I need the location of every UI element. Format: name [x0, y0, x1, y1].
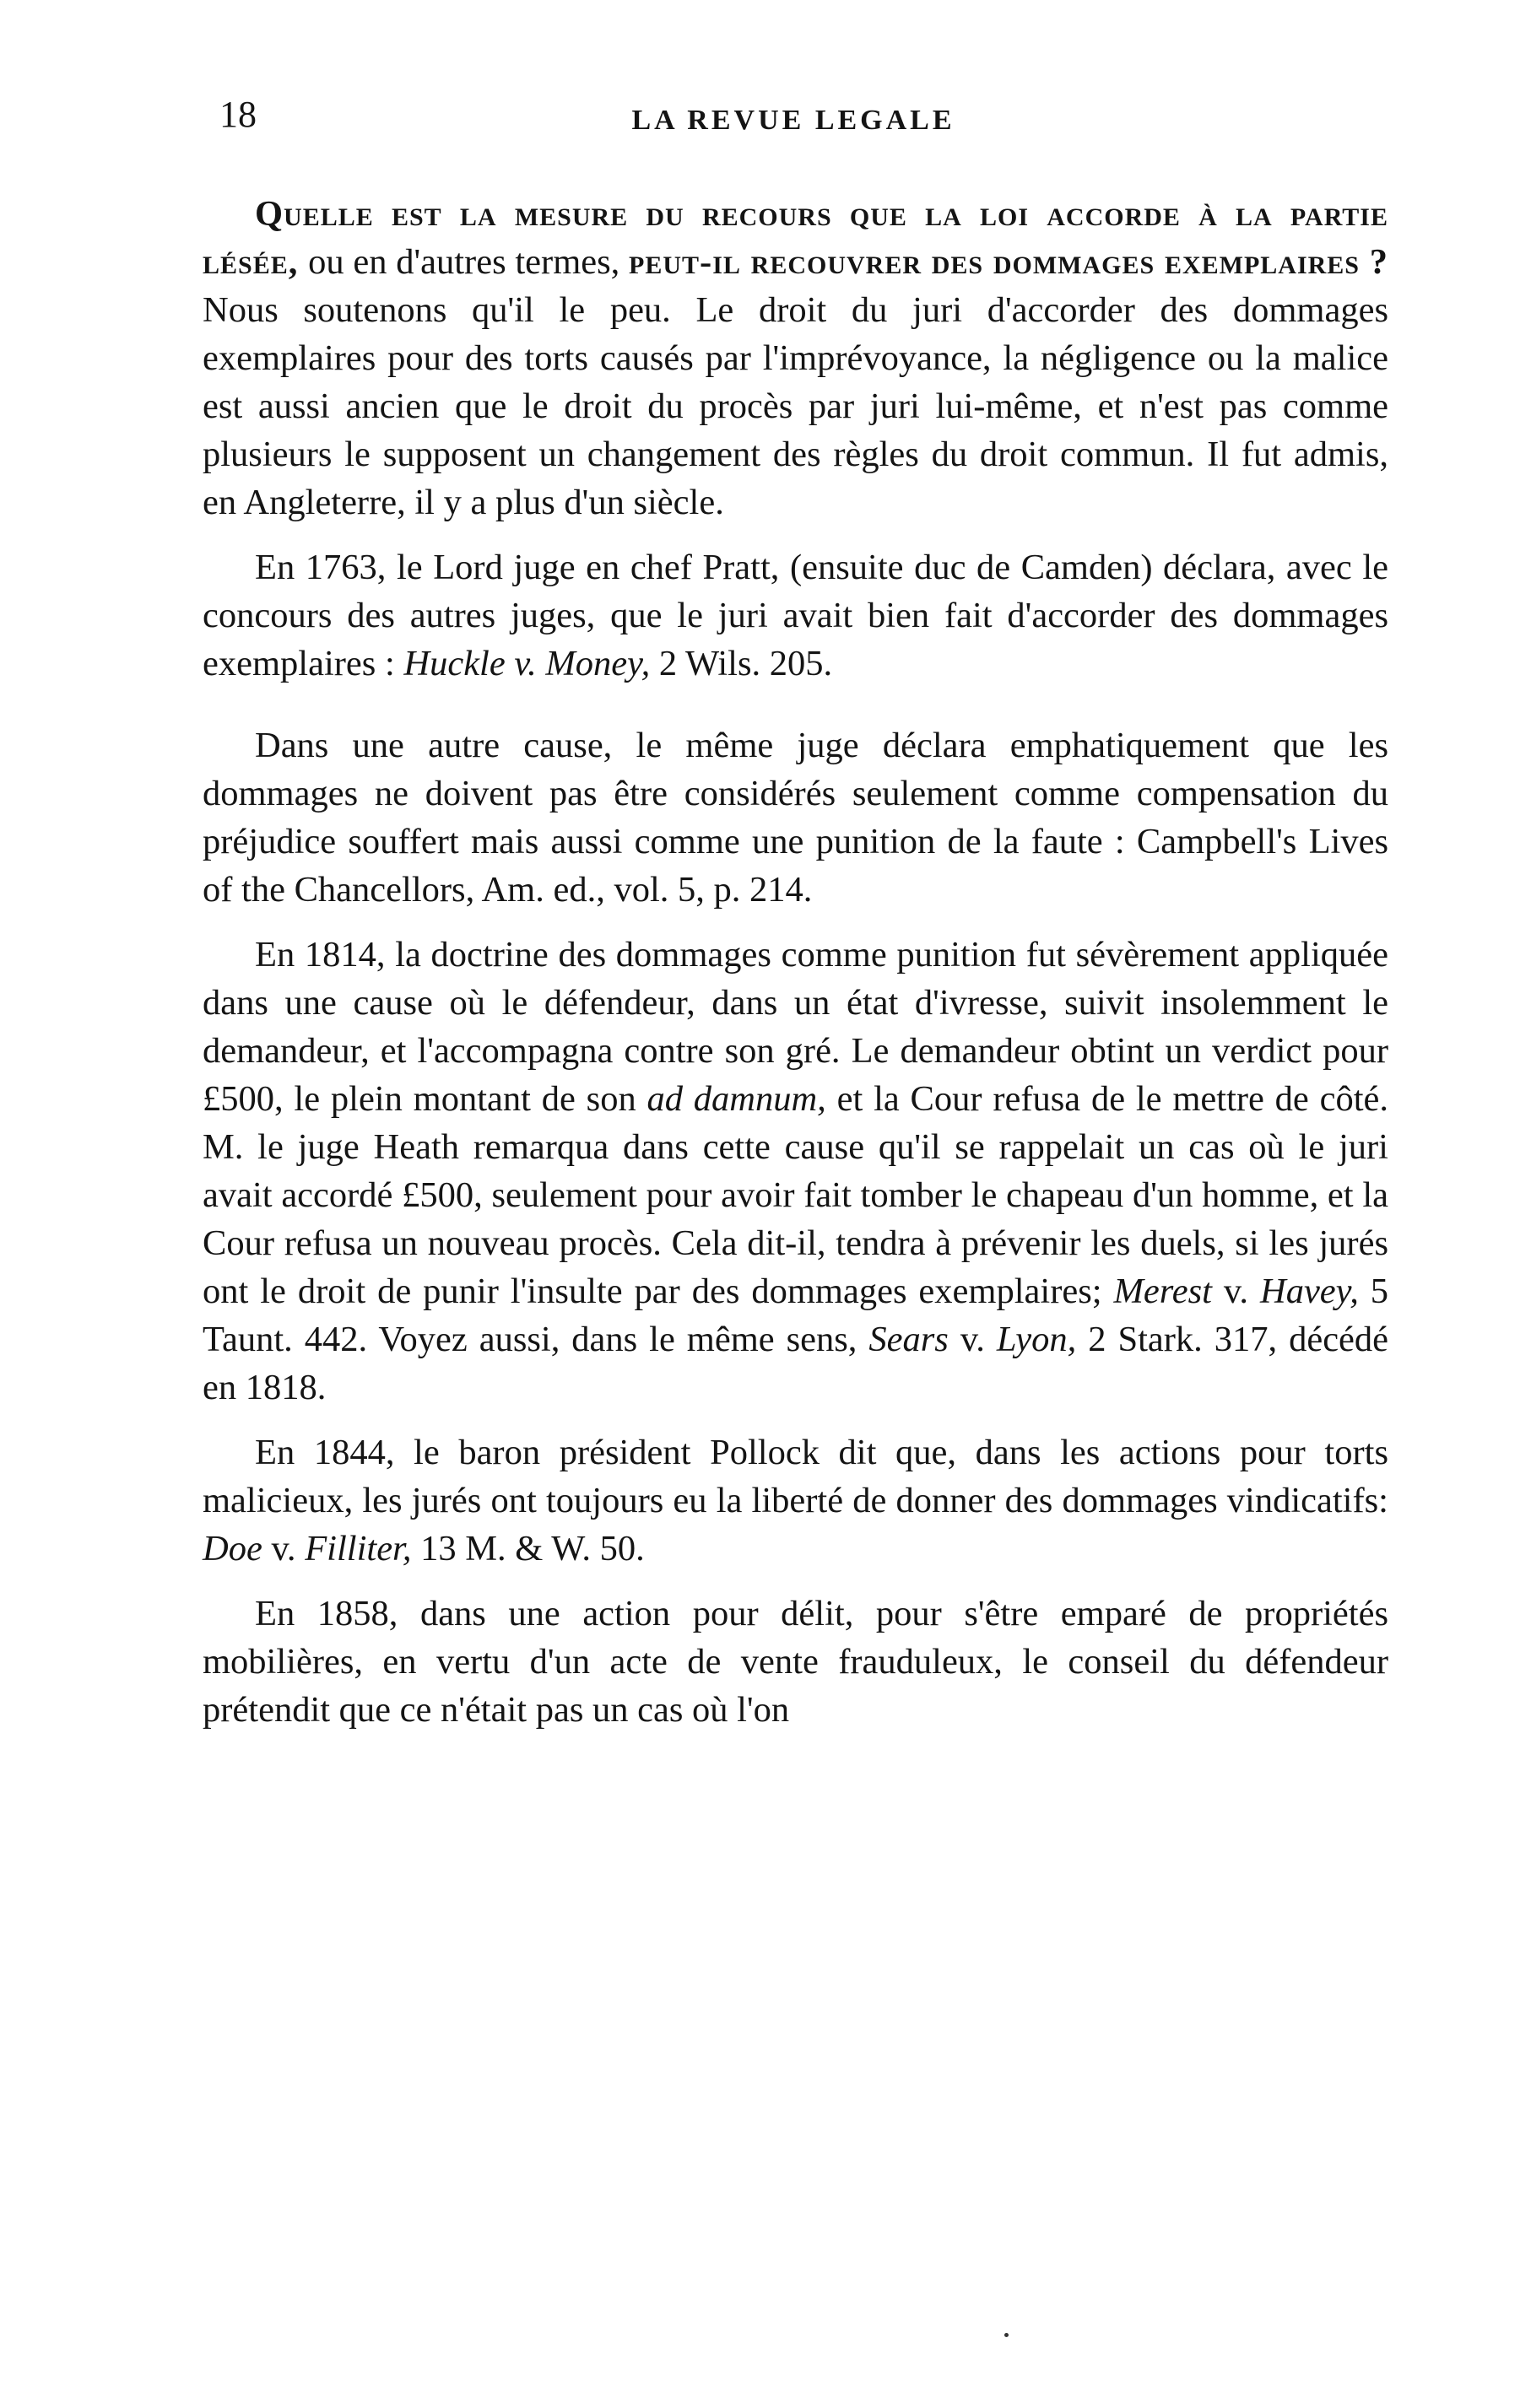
page-number: 18	[219, 94, 257, 135]
case-party: Doe	[203, 1529, 262, 1568]
paragraph-text: En 1763, le Lord juge en chef Pratt, (ensuite duc de Camden) déclara, avec le concours des autres juges, que le juri avait bien fait d'accorder des dommages exemplaires :	[203, 548, 1388, 683]
small-caps-lead: Quelle est la mesure du recours que la loi accorde à la partie lésée,	[203, 194, 1388, 282]
versus: v.	[1223, 1271, 1249, 1311]
paragraph-text: Dans une autre cause, le même juge déclara emphatiquement que les dommages ne doivent pas être considérés seulement comme compensation du préjudice souffert mais aussi comme une punition de la faute : Campbell's Lives of the Chancellors, Am. ed., vol. 5, p. 214.	[203, 726, 1388, 910]
body-text	[203, 190, 1388, 1734]
case-party: Sears	[868, 1320, 949, 1359]
versus: v.	[960, 1320, 985, 1359]
case-party: Havey,	[1260, 1271, 1359, 1311]
paragraph-text: ou en d'autres termes,	[308, 242, 630, 282]
paragraph-1	[203, 190, 1388, 526]
paragraph-text: et la Cour refusa de le mettre de côté. M. le juge Heath remarqua dans cette cause qu'il se rappelait un cas où le juri avait accordé £500, seulement pour avoir fait tomber le chapeau d'un homme, et la Cour refusa un nouveau procès. Cela dit-il, tendra à prévenir les duels, si les jurés ont le droit de punir l'insulte par des dommages exemplaires;	[203, 1079, 1389, 1311]
versus: v.	[271, 1529, 296, 1568]
case-citation: Huckle v. Money,	[403, 644, 651, 683]
small-caps-question: peut-il recouvrer des dommages exemplaires ?	[629, 242, 1388, 282]
case-party: Merest	[1113, 1271, 1212, 1311]
paragraph-4	[203, 931, 1388, 1412]
running-title: LA REVUE LEGALE	[631, 105, 955, 136]
paragraph-text: Nous soutenons qu'il le peu. Le droit du juri d'accorder des dommages exemplaires pour des torts causés par l'imprévoyance, la négligence ou la malice est aussi ancien que le droit du procès par juri lui-même, et n'est pas comme plusieurs le supposent un changement des règles du droit commun. Il fut admis, en Angleterre, il y a plus d'un siècle.	[203, 290, 1388, 522]
paragraph-text: En 1814, la doctrine des dommages comme punition fut sévèrement appliquée dans une cause où le défendeur, dans un état d'ivresse, suivit insolemment le demandeur, et l'accompagna contre son gré. Le demandeur obtint un verdict pour £500, le plein montant de son	[203, 935, 1388, 1119]
running-header	[194, 93, 1393, 152]
citation-reference: 13 M. & W. 50.	[420, 1529, 645, 1568]
citation-reference: 2 Stark. 317, décédé en 1818.	[203, 1320, 1389, 1407]
citation-reference: 5 Taunt. 442. Voyez aussi, dans le même sens,	[203, 1271, 1389, 1359]
paragraph-5	[203, 1428, 1388, 1573]
paragraph-text: En 1844, le baron président Pollock dit que, dans les actions pour torts malicieux, les jurés ont toujours eu la liberté de donner des dommages vindicatifs:	[203, 1433, 1388, 1520]
latin-term: ad damnum,	[646, 1079, 826, 1119]
case-party: Lyon,	[996, 1320, 1077, 1359]
paragraph-2	[203, 543, 1388, 688]
case-party: Filliter,	[305, 1529, 412, 1568]
paragraph-text: En 1858, dans une action pour délit, pour s'être emparé de propriétés mobilières, en vertu d'un acte de vente frauduleux, le conseil du défendeur prétendit que ce n'était pas un cas où l'on	[203, 1594, 1388, 1730]
citation-reference: 2 Wils. 205.	[658, 644, 833, 683]
paragraph-3	[203, 721, 1388, 914]
paragraph-6	[203, 1590, 1388, 1734]
print-speck	[1004, 2333, 1009, 2337]
